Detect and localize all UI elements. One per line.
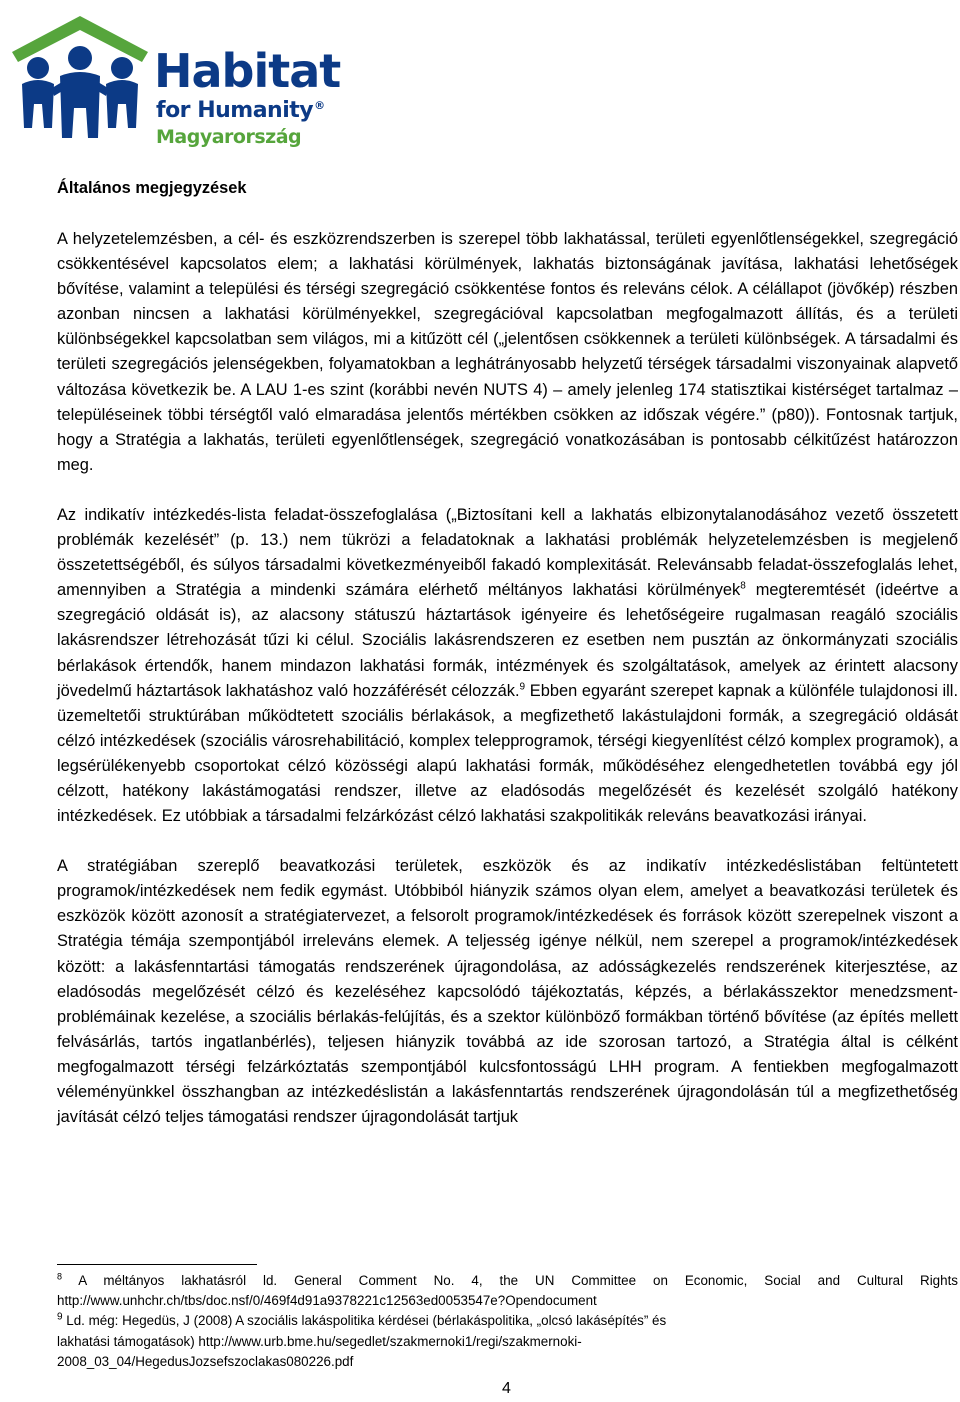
document-body [57, 176, 958, 1130]
habitat-house-people-icon [8, 12, 158, 148]
footnote-ref-8[interactable]: 8 [740, 580, 746, 592]
footnote-separator [57, 1264, 257, 1265]
footnotes [57, 1271, 958, 1372]
logo-country-text: Magyarország [156, 126, 302, 148]
logo-habitat-text: Habitat [154, 44, 341, 98]
paragraph-3: A stratégiában szereplő beavatkozási területek, eszközök és az indikatív intézkedéslistában feltüntetett programok/intézkedések nem fedik egymást. Utóbbiból hiányzik számos olyan elem, amelyet a beavatkozási területek és eszközök között azonosít a stratégiatervezet, a felsorolt programok/intézkedések és források között szerepelnek viszont a Stratégia témája szempontjából irreleváns elemek. A teljesség igénye nélkül, nem szerepel a programok/intézkedések között: a lakásfenntartási támogatás rendszerének újragondolása, az adósságkezelés rendszerének kiterjesztése, az eladósodás megelőzését célzó és kezeléséhez kapcsolódó tájékoztatás, képzés, a bérlakásszektor menedzsment-problémáinak kezelése, a szociális bérlakás-felújítás, és a szektor különböző formákban történő bővítése (az építés mellett felvásárlás, tartós ingatlanbérlés), teljesen hiányzik továbbá az ide szorosan tartozó, a Stratégia által is célként megfogalmazott térségi felzárkóztatás szempontjából kulcsfontosságú LHH program. A fentiekben megfogalmazott véleményünkkel összhangban az intézkedéslistán a lakásfenntartás rendszerének újragondolásán túl a megfizethetőség javítását célzó teljes támogatási rendszer újragondolását tartjuk [57, 857, 958, 1127]
page-number: 4 [502, 1380, 511, 1397]
paragraph-1: A helyzetelemzésben, a cél- és eszközrendszerben is szerepel több lakhatással, területi egyenlőtlenségekkel, szegregáció csökkentésével kapcsolatos elem; a lakhatási körülmények, lakhatás biztonságának javítása, lakhatási lehetőségek bővítése, valamint a települési és térségi szegregáció csökkentése fontos és releváns célok. A célállapot (jövőkép) részben azonban nincsen a lakhatási körülményekkel, szegregációval kapcsolatban megfogalmazott állítás, és a területi különbségekkel kapcsolatban sem világos, mi a kitűzött cél („jelentősen csökkennek a területi különbségek. A társadalmi és területi szegregációs jelenségekben, folyamatokban a leghátrányosabb helyzetű térségek társadalmi viszonyainak alapvető változása következik be. A LAU 1-es szint (korábbi nevén NUTS 4) – amely jelenleg 174 statisztikai kistérséget tartalmaz – településeinek többi térségtől való elmaradása jelentős mértékben csökken az időszak végére.” (p80)). Fontosnak tartjuk, hogy a Stratégia a lakhatás, területi egyenlőtlenségek, szegregáció vonatkozásában is pontosabb célkitűzést határozzon meg. [57, 230, 958, 474]
section-heading: Általános megjegyzések [57, 179, 247, 197]
registered-mark: ® [314, 99, 325, 112]
logo-for-humanity-text: for Humanity® [156, 98, 325, 123]
footnote-8: $^8$ A méltányos lakhatásról ld. General Comment No. 4, the UN Committee on Economic, Social and Cultural Rights http://www.unhchr.ch/tbs/doc.nsf/0/469f4d91a9378221c12563ed0053547e?Opendocument [57, 1271, 958, 1309]
footnote-ref-9[interactable]: 9 [519, 681, 526, 693]
habitat-logo [8, 12, 341, 152]
footnote-9: $^9$ Ld. még: Hegedüs, J (2008) A szociális lakáspolitika kérdései (bérlakáspolitika, „olcsó lakásépítés” és lakhatási támogatások) http://www.urb.bme.hu/segedlet/szakmernoki1/regi/szakmernoki- 2008_03_04/HegedusJozsefszoclakas080226.pdf [57, 1311, 667, 1369]
paragraph-2: Az indikatív intézkedés-lista feladat-összefoglalása („Biztosítani kell a lakhatás elbizonytalanodásához vezető összetett problémák kezelését” (p. 13.) nem tükrözi a feladatoknak a lakhatási problémák helyzetelemzésben is megjelenő összetettségéből, és súlyos társadalmi következményeiből fakadó komplexitását. Relevánsabb feladat-összefoglalás lehet, amennyiben a Stratégia a mindenki számára elérhető méltányos lakhatási körülmények$^8$ megteremtését (ideértve a szegregáció oldását is), az alacsony státuszú háztartások igényeire és lehetőségeire rugalmasan reagáló szociális lakásrendszer létrehozását tűzi ki célul. Szociális lakásrendszeren ez esetben nem pusztán az önkormányzati szociális bérlakások értendők, hanem mindazon lakhatási formák, intézmények és szolgáltatások, amelyek az érintett alacsony jövedelmű háztartások lakhatáshoz való hozzáférését célozzák.$^9$ Ebben egyaránt szerepet kapnak a különféle tulajdonosi ill. üzemeltetői struktúrában működtetett szociális bérlakások, a megfizethető lakástulajdoni formák, a szegregáció oldását célzó intézkedések (szociális városrehabilitáció, komplex telepprogramok, térségi kiegyenlítést célzó komplex programok), a legsérülékenyebb csoportokat célzó közösségi alapú lakhatási formák, működéséhez elengedhetetlen továbbá egy jól célzott, hatékony lakástámogatási rendszer, illetve az eladósodás megelőzését és kezelését szolgáló hatékony intézkedések. Ez utóbbiak a társadalmi felzárkózást célzó lakhatási szakpolitikák releváns beavatkozási irányai. [57, 505, 958, 826]
